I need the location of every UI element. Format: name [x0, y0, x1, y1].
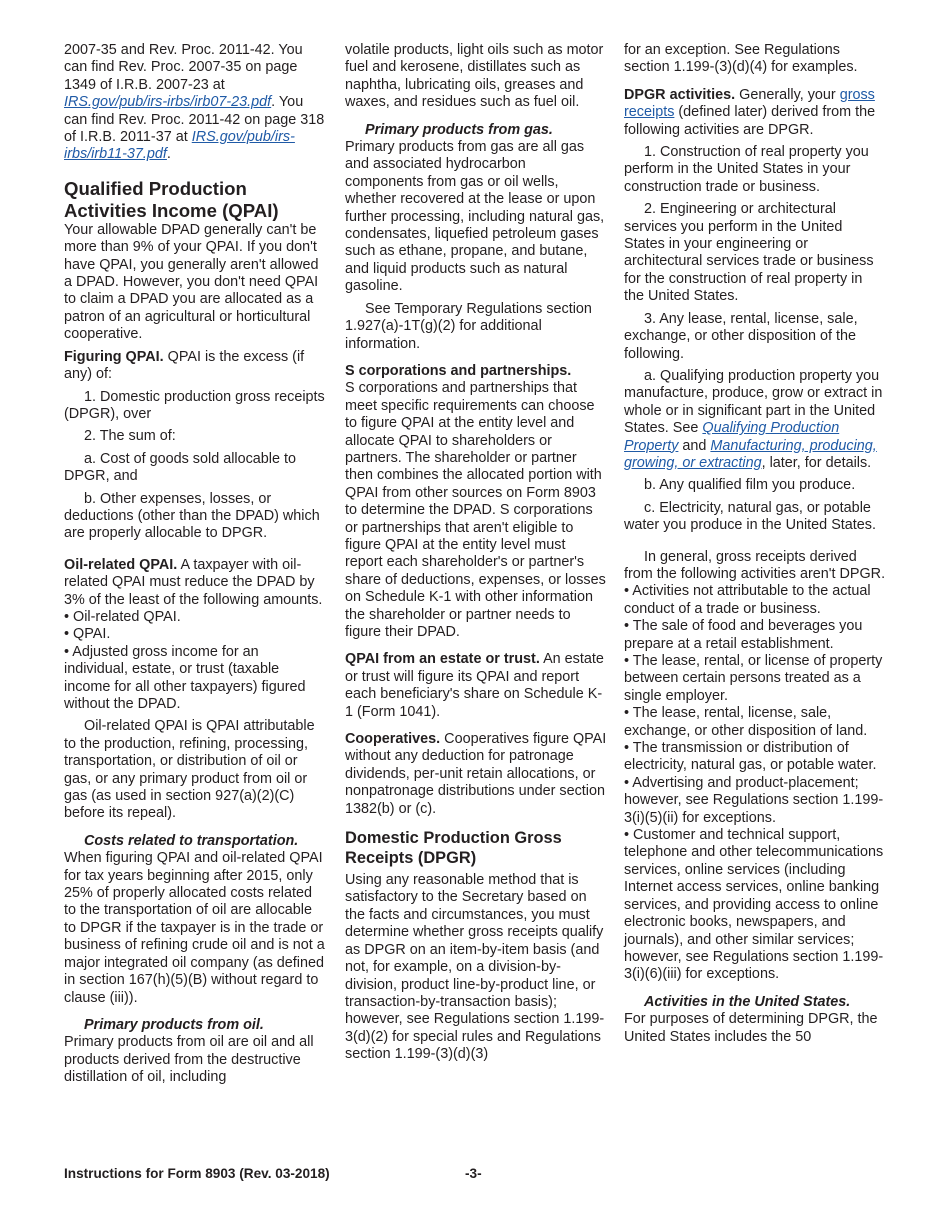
qualifying-production-property-link[interactable]: Qualifying Production Property	[624, 420, 840, 454]
qpai-intro: Your allowable DPAD generally can't be more than 9% of your QPAI. If you don't have QPAI, you generally aren't allowed a DPAD. However, you don't need QPAI to claim a DPAD you are allocated as a patron of an agricultural or horticultural cooperative.	[64, 221, 319, 343]
oil-bullet-list	[64, 609, 326, 713]
figuring-qpai-paragraph: Figuring QPAI. QPAI is the excess (if any) of:	[64, 348, 305, 383]
bullet-item: • The lease, rental, license, sale, exchange, or other disposition of land.	[624, 705, 868, 739]
cooperatives-paragraph: Cooperatives. Cooperatives figure QPAI without any deduction for patronage dividends, per-unit retain allocations, or nonpatronage distributions under section 1382(b) or (c).	[345, 731, 607, 817]
page-number: -3-	[465, 1166, 482, 1181]
list-item: 1. Domestic production gross receipts (DPGR), over	[64, 388, 325, 422]
primary-products-gas-head: Primary products from gas.	[365, 121, 553, 138]
cooperatives-head: Cooperatives.	[345, 731, 441, 748]
bullet-item: • Oil-related QPAI.	[64, 608, 181, 625]
dpgr-heading: Domestic Production Gross Receipts (DPGR)	[345, 829, 562, 868]
see-temporary-regulations: See Temporary Regulations section 1.927(a)-1T(g)(2) for additional information.	[345, 300, 592, 352]
qpai-heading: Qualified Production Activities Income (QPAI)	[64, 177, 279, 221]
bullet-item: • Customer and technical support, telephone and other telecommunications services, online services (including Internet access services, online banking services, and providing access to online electronic books, newspapers, and journals), and other similar services; however, see Regulations section 1.199-3(i)(6)(iii) for exceptions.	[624, 827, 884, 983]
qpai-estate-trust-paragraph: QPAI from an estate or trust. An estate or trust will figure its QPAI and report each beneficiary's share on Schedule K-1 (Form 1041).	[345, 651, 604, 720]
s-corporations-text: S corporations and partnerships that meet specific requirements can choose to figure QPAI at the entity level and allocate QPAI to shareholders or partners. The shareholder or partner then combines the allocated portion with QPAI from other sources on Form 8903 to determine the DPAD. S corporations or partnerships that aren't eligible to figure QPAI at the entity level must report each shareholder's or partner's share of deductions, expenses, or losses on Schedule K-1 with other information the shareholder or partner needs to figure their DPAD.	[345, 380, 606, 640]
general-not-dpgr: In general, gross receipts derived from the following activities aren't DPGR.	[624, 548, 886, 582]
list-item: 1. Construction of real property you perform in the United States in your construction trade or business.	[624, 144, 869, 195]
column-2	[345, 42, 607, 1069]
s-corporations-head: S corporations and partnerships.	[345, 362, 572, 379]
primary-products-oil-head: Primary products from oil.	[84, 1016, 264, 1033]
dpgr-activities-paragraph: DPGR activities. Generally, your gross receipts (defined later) derived from the following activities are DPGR.	[624, 86, 876, 138]
list-item: a. Qualifying production property you manufacture, produce, grow or extract in whole or in significant part in the United States. See Qualifying Production Property and Manufacturing, producing, growing, or extracting, later, for details.	[624, 367, 883, 471]
dpgr-activities-head: DPGR activities.	[624, 86, 736, 103]
continued-text: for an exception. See Regulations section 1.199-(3)(d)(4) for examples.	[624, 42, 858, 76]
list-item: 2. Engineering or architectural services you perform in the United States in your engineering or architectural services trade or business for the construction of real property in the United States.	[624, 201, 874, 305]
oil-related-qpai-head: Oil-related QPAI.	[64, 556, 178, 573]
bullet-item: • Activities not attributable to the actual conduct of a trade or business.	[624, 583, 871, 617]
list-item: b. Any qualified film you produce.	[644, 477, 856, 494]
continued-text: volatile products, light oils such as motor fuel and kerosene, distillates such as naphtha, lubricating oils, greases and waxes, and residues such as fuel oil.	[345, 42, 604, 111]
list-item: c. Electricity, natural gas, or potable water you produce in the United States.	[624, 499, 876, 534]
column-1	[64, 42, 326, 1092]
column-3	[624, 42, 886, 1051]
list-item: 3. Any lease, rental, license, sale, exchange, or other disposition of the following.	[624, 310, 858, 362]
bullet-item: • The transmission or distribution of electricity, natural gas, or potable water.	[624, 740, 877, 774]
oil-related-qpai-paragraph: Oil-related QPAI. A taxpayer with oil-related QPAI must reduce the DPAD by 3% of the least of the following amounts.	[64, 556, 323, 608]
activities-us-text: For purposes of determining DPGR, the United States includes the 50	[624, 1011, 878, 1045]
manufacturing-producing-link[interactable]: Manufacturing, producing, growing, or extracting	[624, 437, 877, 471]
footer-form-title: Instructions for Form 8903 (Rev. 03-2018)	[64, 1166, 330, 1181]
activities-us-head: Activities in the United States.	[644, 993, 851, 1010]
dpgr-text: Using any reasonable method that is satisfactory to the Secretary based on the facts and circumstances, you must determine whether gross receipts qualify as DPGR on an item-by-item basis (and not, for example, on a division-by-division, product line-by-product line, or transaction-by-transaction basis); however, see Regulations section 1.199-3(d)(2) for special rules and Regulations section 1.199-(3)(d)(3)	[345, 872, 605, 1063]
gross-receipts-link[interactable]: gross receipts	[624, 86, 875, 121]
bullet-item: • The lease, rental, or license of property between certain persons treated as a single employer.	[624, 653, 883, 704]
figuring-qpai-head: Figuring QPAI.	[64, 348, 164, 365]
irb07-23-link[interactable]: IRS.gov/pub/irs-irbs/irb07-23.pdf	[64, 94, 272, 111]
list-item: 2. The sum of:	[84, 428, 176, 445]
bullet-item: • Adjusted gross income for an individual, estate, or trust (taxable income for all other taxpayers) figured without the DPAD.	[64, 643, 306, 712]
list-item: b. Other expenses, losses, or deductions (other than the DPAD) which are properly allocable to DPGR.	[64, 490, 320, 542]
costs-transportation-text: When figuring QPAI and oil-related QPAI for tax years beginning after 2015, only 25% of properly allocated costs related to the transportation of oil are allocable to DPGR if the taxpayer is in the trade or business of refining crude oil and is not a major integrated oil company (as defined in section 167(h)(5)(B) without regard to clause (iii)).	[64, 850, 325, 1006]
oil-related-definition: Oil-related QPAI is QPAI attributable to the production, refining, processing, transportation, or distribution of oil or gas, or any primary product from oil or gas (as used in section 927(a)(2)(C) before its repeal).	[64, 718, 315, 822]
qpai-estate-trust-head: QPAI from an estate or trust.	[345, 651, 540, 668]
list-item: a. Cost of goods sold allocable to DPGR, and	[64, 450, 296, 485]
costs-transportation-head: Costs related to transportation.	[84, 832, 299, 849]
irb11-37-link[interactable]: IRS.gov/pub/irs-irbs/irb11-37.pdf	[64, 129, 295, 163]
bullet-item: • The sale of food and beverages you prepare at a retail establishment.	[624, 618, 863, 652]
bullet-item: • Advertising and product-placement; however, see Regulations section 1.199-3(i)(5)(ii) for exceptions.	[624, 774, 884, 826]
intro-paragraph: 2007-35 and Rev. Proc. 2011-42. You can find Rev. Proc. 2007-35 on page 1349 of I.R.B. 2007-23 at IRS.gov/pub/irs-irbs/irb07-23.pdf. You can find Rev. Proc. 2011-42 on page 318 of I.R.B. 2011-37 at IRS.gov/pub/irs-irbs/irb11-37.pdf.	[64, 42, 325, 163]
primary-products-oil-text: Primary products from oil are oil and all products derived from the destructive distillation of oil, including	[64, 1034, 314, 1086]
bullet-item: • QPAI.	[64, 626, 111, 643]
not-dpgr-bullet-list	[624, 583, 886, 983]
primary-products-gas-text: Primary products from gas are all gas and associated hydrocarbon components from gas or oil wells, whether recovered at the lease or upon further processing, including natural gas, condensates, liquefied petroleum gases such as ethane, propane, and butane, and liquid products such as natural gasoline.	[345, 139, 605, 295]
